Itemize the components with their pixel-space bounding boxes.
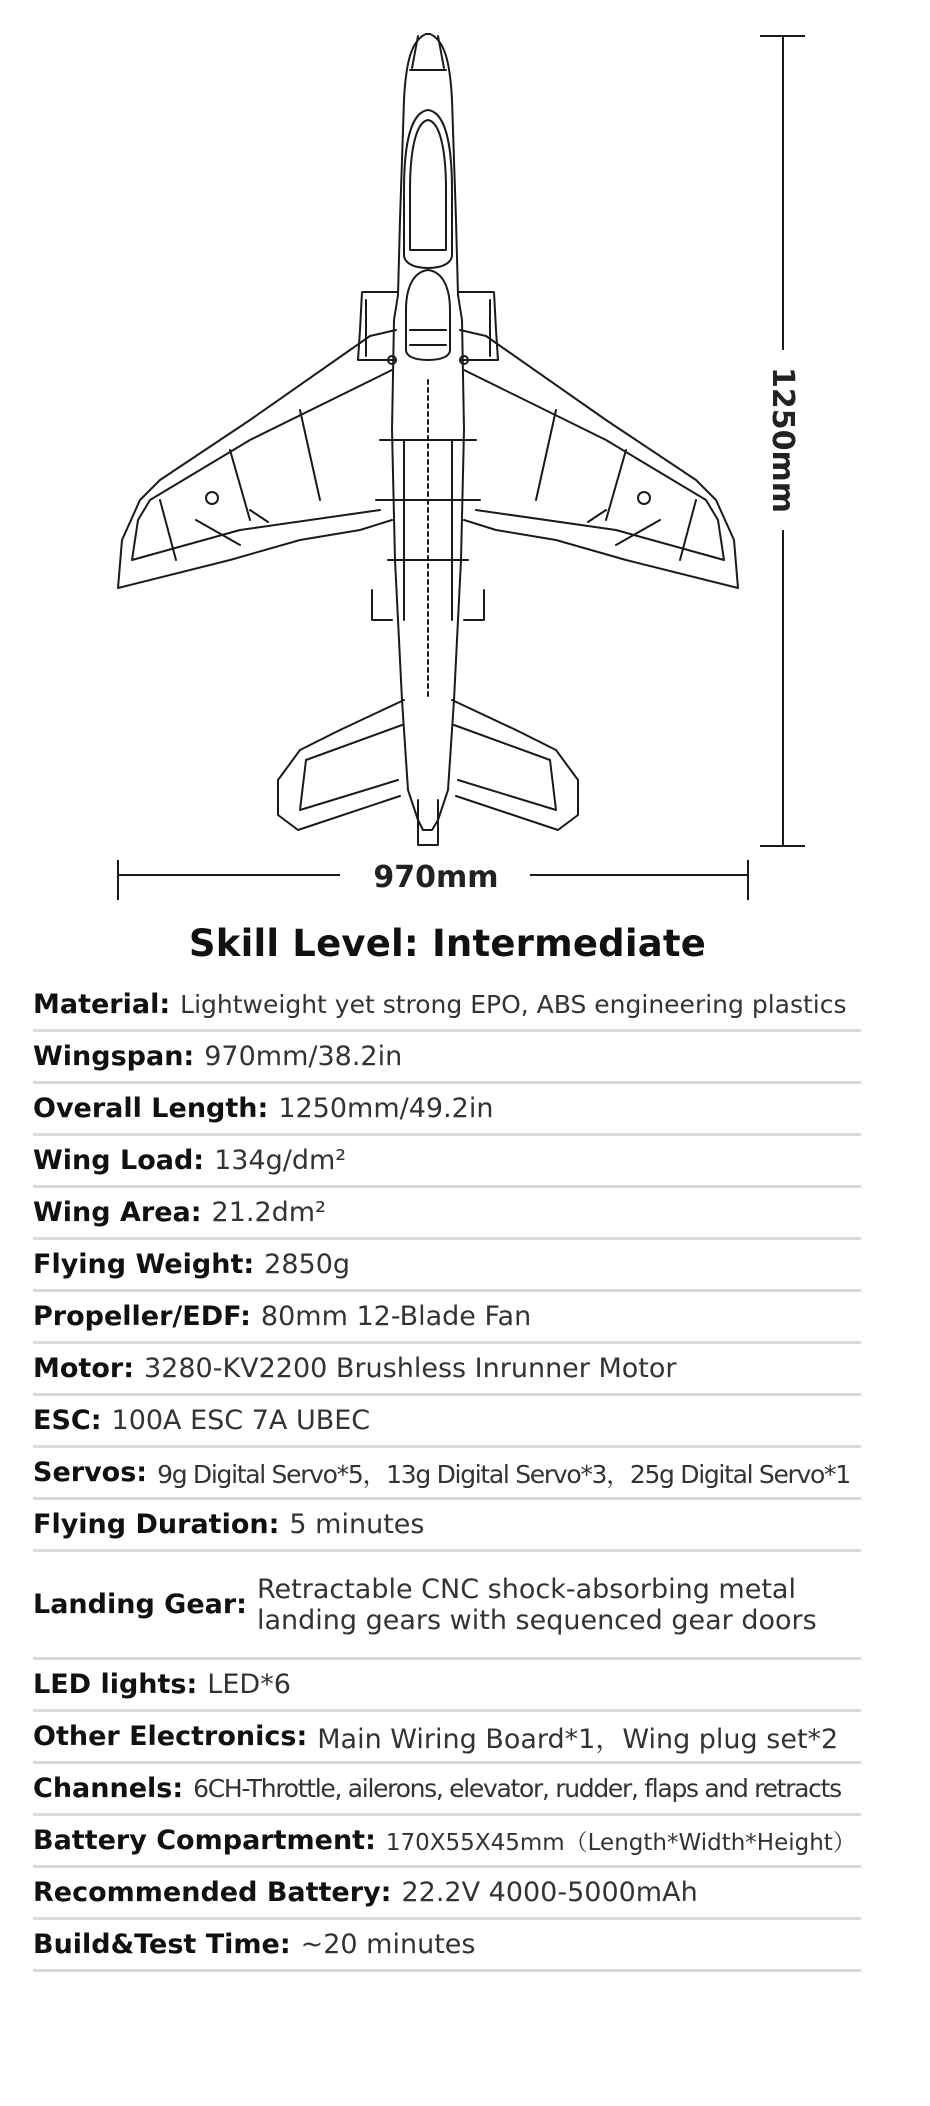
spec-row-wingspan <box>33 1032 861 1084</box>
spec-label: LED lights: <box>33 1669 198 1700</box>
spec-row-servos <box>33 1448 861 1500</box>
spec-row-material <box>33 980 861 1032</box>
span-dimension-label: 970mm <box>373 860 499 895</box>
spec-label: Flying Duration: <box>33 1509 280 1540</box>
spec-value: 3280-KV2200 Brushless Inrunner Motor <box>144 1353 677 1384</box>
spec-value: Main Wiring Board*1，Wing plug set*2 <box>317 1724 839 1755</box>
spec-row-led-lights <box>33 1660 861 1712</box>
spec-label: Propeller/EDF: <box>33 1301 251 1332</box>
spec-row-propeller-edf <box>33 1292 861 1344</box>
spec-label: Material: <box>33 989 171 1020</box>
skill-level-heading: Skill Level: Intermediate <box>188 922 707 965</box>
spec-label: Build&Test Time: <box>33 1929 291 1960</box>
spec-value: 970mm/38.2in <box>204 1041 403 1072</box>
spec-label: ESC: <box>33 1405 102 1436</box>
spec-row-motor <box>33 1344 861 1396</box>
spec-value: 21.2dm² <box>211 1197 326 1228</box>
spec-row-wing-area <box>33 1188 861 1240</box>
spec-row-flying-duration <box>33 1500 861 1552</box>
spec-value: Lightweight yet strong EPO, ABS engineering plastics <box>180 990 847 1019</box>
spec-value: 6CH-Throttle, ailerons, elevator, rudder, flaps and retracts <box>193 1774 841 1803</box>
spec-row-other-electronics <box>33 1712 861 1764</box>
spec-value: 100A ESC 7A UBEC <box>111 1405 371 1436</box>
spec-value: 2850g <box>264 1249 351 1280</box>
rear-canopy <box>406 270 450 360</box>
spec-label: Recommended Battery: <box>33 1877 392 1908</box>
left-wing <box>118 330 396 588</box>
spec-label: Wing Area: <box>33 1197 202 1228</box>
spec-row-wing-load <box>33 1136 861 1188</box>
right-stabilizer <box>452 700 578 830</box>
spec-row-esc <box>33 1396 861 1448</box>
spec-label: Motor: <box>33 1353 134 1384</box>
spec-label: Wingspan: <box>33 1041 195 1072</box>
spec-label: Battery Compartment: <box>33 1825 376 1856</box>
spec-label: Overall Length: <box>33 1093 269 1124</box>
spec-value: 1250mm/49.2in <box>278 1093 494 1124</box>
spec-value: 80mm 12-Blade Fan <box>260 1301 532 1332</box>
right-wing <box>460 330 738 588</box>
spec-value: Retractable CNC shock-absorbing metal landing gears with sequenced gear doors <box>256 1573 817 1636</box>
left-stabilizer <box>278 700 404 830</box>
spec-value: 134g/dm² <box>214 1145 347 1176</box>
spec-value: 22.2V 4000-5000mAh <box>401 1877 698 1908</box>
spec-row-landing-gear <box>33 1552 861 1660</box>
spec-value: 170X55X45mm（Length*Width*Height） <box>385 1830 856 1856</box>
spec-value: 9g Digital Servo*5，13g Digital Servo*3，25g Digital Servo*1 <box>157 1459 850 1489</box>
spec-label: Other Electronics: <box>33 1721 308 1752</box>
spec-row-build-test-time <box>33 1920 861 1972</box>
spec-list <box>33 980 861 1972</box>
spec-value: LED*6 <box>207 1669 291 1700</box>
spec-label: Flying Weight: <box>33 1249 255 1280</box>
spec-value: 5 minutes <box>289 1509 425 1540</box>
spec-label: Landing Gear: <box>33 1589 247 1620</box>
spec-row-flying-weight <box>33 1240 861 1292</box>
spec-label: Channels: <box>33 1773 184 1804</box>
spec-row-channels <box>33 1764 861 1816</box>
front-canopy <box>404 110 452 268</box>
spec-row-recommended-battery <box>33 1868 861 1920</box>
spec-row-overall-length <box>33 1084 861 1136</box>
spec-row-battery-compartment <box>33 1816 861 1868</box>
spec-label: Wing Load: <box>33 1145 205 1176</box>
right-intake <box>458 292 498 360</box>
left-intake <box>358 292 398 360</box>
aircraft-dimension-drawing <box>0 0 930 900</box>
spec-value: ~20 minutes <box>300 1929 476 1960</box>
length-dimension-label: 1250mm <box>765 366 800 514</box>
spec-label: Servos: <box>33 1457 148 1488</box>
